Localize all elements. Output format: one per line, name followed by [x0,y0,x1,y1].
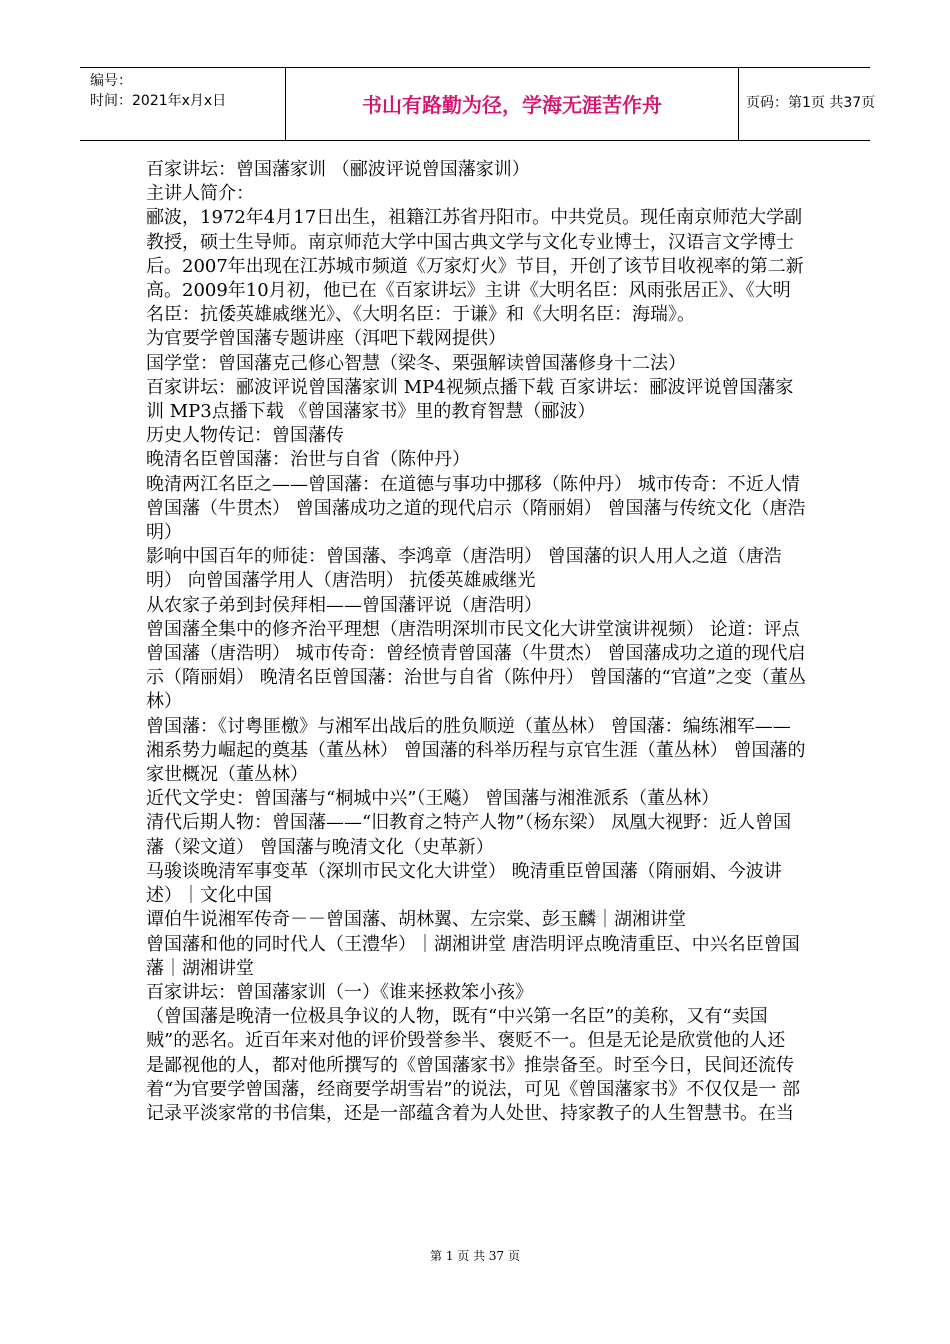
lecture-list-item: 历史人物传记：曾国藩传 [146,425,344,447]
lecture-list-item: 百家讲坛：郦波评说曾国藩家训 MP4视频点播下载 百家讲坛：郦波评说曾国藩家训 MP3点播下载 《曾国藩家书》里的教育智慧（郦波） [146,376,794,423]
lecture-list-item: 晚清名臣曾国藩：治世与自省（陈仲丹） [146,449,470,471]
header-page-cell [738,68,876,140]
lecture-list-item: 曾国藩全集中的修齐治平理想（唐浩明深圳市民文化大讲堂演讲视频） 论道：评点曾国藩（唐浩明） 城市传奇：曾经愤青曾国藩（牛贯杰） 曾国藩成功之道的现代启示（隋丽娟） 晚清名臣曾国藩：治世与自省（陈仲丹） 曾国藩的“官道”之变（董丛林） [146,618,806,713]
lecture-list-item: 清代后期人物：曾国藩——“旧教育之特产人物”（杨东梁） 凤凰大视野：近人曾国藩（梁文道） 曾国藩与晚清文化（史革新） [146,812,792,858]
document-body [146,158,806,1126]
lecture-list-item: 从农家子弟到封侯拜相——曾国藩评说（唐浩明） [146,594,542,616]
lecture-list-item: 晚清两江名臣之——曾国藩：在道德与事功中挪移（陈仲丹） 城市传奇：不近人情 曾国藩（牛贯杰） 曾国藩成功之道的现代启示（隋丽娟） 曾国藩与传统文化（唐浩明） [146,473,806,544]
lecture-list-item: 近代文学史：曾国藩与“桐城中兴”（王飚） 曾国藩与湘淮派系（董丛林） [146,788,720,810]
lecture-list-item: 马骏谈晚清军事变革（深圳市民文化大讲堂） 晚清重臣曾国藩（隋丽娟、今波讲述）｜文化中国 [146,860,782,907]
episode-intro: （曾国藩是晚清一位极具争议的人物，既有“中兴第一名臣”的美称，又有“卖国贼”的恶名。近百年来对他的评价毁誉参半、褒贬不一。但是无论是欣赏他的人还 是鄙视他的人，都对他所撰写的《曾国藩家书》推崇备至。时至今日，民间还流传着“为官要学曾国藩，经商要学胡雪岩”的说法，可见《曾国藩家书》不仅仅是一 部记录平淡家常的书信集，还是一部蕴含着为人处世、持家教子的人生智慧书。在当 [146,1006,801,1124]
document-time: 时间：2021年x月x日 [90,93,227,109]
lecture-list-item: 影响中国百年的师徒：曾国藩、李鸿章（唐浩明） 曾国藩的识人用人之道（唐浩明） 向曾国藩学用人（唐浩明） 抗倭英雄戚继光 [146,546,782,592]
episode-heading: 百家讲坛：曾国藩家训（一）《谁来拯救笨小孩》 [146,981,533,1003]
doc-title: 百家讲坛：曾国藩家训 （郦波评说曾国藩家训） [146,159,530,180]
lecture-list-item: 为官要学曾国藩专题讲座（洱吧下载网提供） [146,328,506,350]
header-meta-cell [80,68,285,140]
lecture-list-item: 国学堂：曾国藩克己修心智慧（梁冬、栗强解读曾国藩修身十二法） [146,352,686,374]
document-number: 编号： [90,73,132,89]
header-motto: 书山有路勤为径，学海无涯苦作舟 [362,93,662,117]
document-header [80,67,876,141]
page-footer: 第 1 页 共 37 页 [430,1249,520,1263]
speaker-bio: 郦波，1972年4月17日出生，祖籍江苏省丹阳市。中共党员。现任南京师范大学副教授，硕士生导师。南京师范大学中国古典文学与文化专业博士，汉语言文学博士后。2007年出现在江苏城市频道《万家灯火》节目，开创了该节目收视率的第二新高。2009年10月初，他已在《百家讲坛》主讲《大明名臣：风雨张居正》、《大明名臣：抗倭英雄戚继光》、《大明名臣：于谦》和《大明名臣：海瑞》。 [146,207,804,326]
header-motto-cell [285,68,739,140]
lecture-list-item: 谭伯牛说湘军传奇－－曾国藩、胡林翼、左宗棠、彭玉麟｜湖湘讲堂 [146,909,686,931]
lecture-list-item: 曾国藩：《讨粤匪檄》与湘军出战后的胜负顺逆（董丛林） 曾国藩：编练湘军——湘系势力崛起的奠基（董丛林） 曾国藩的科举历程与京官生涯（董丛林） 曾国藩的家世概况（董丛林） [146,715,806,786]
speaker-intro-heading: 主讲人简介： [146,183,254,205]
header-page-info: 页码：第1页 共37页 [746,95,876,111]
lecture-list-item: 曾国藩和他的同时代人（王澧华）｜湖湘讲堂 唐浩明评点晚清重臣、中兴名臣曾国藩｜湖湘讲堂 [146,933,800,979]
